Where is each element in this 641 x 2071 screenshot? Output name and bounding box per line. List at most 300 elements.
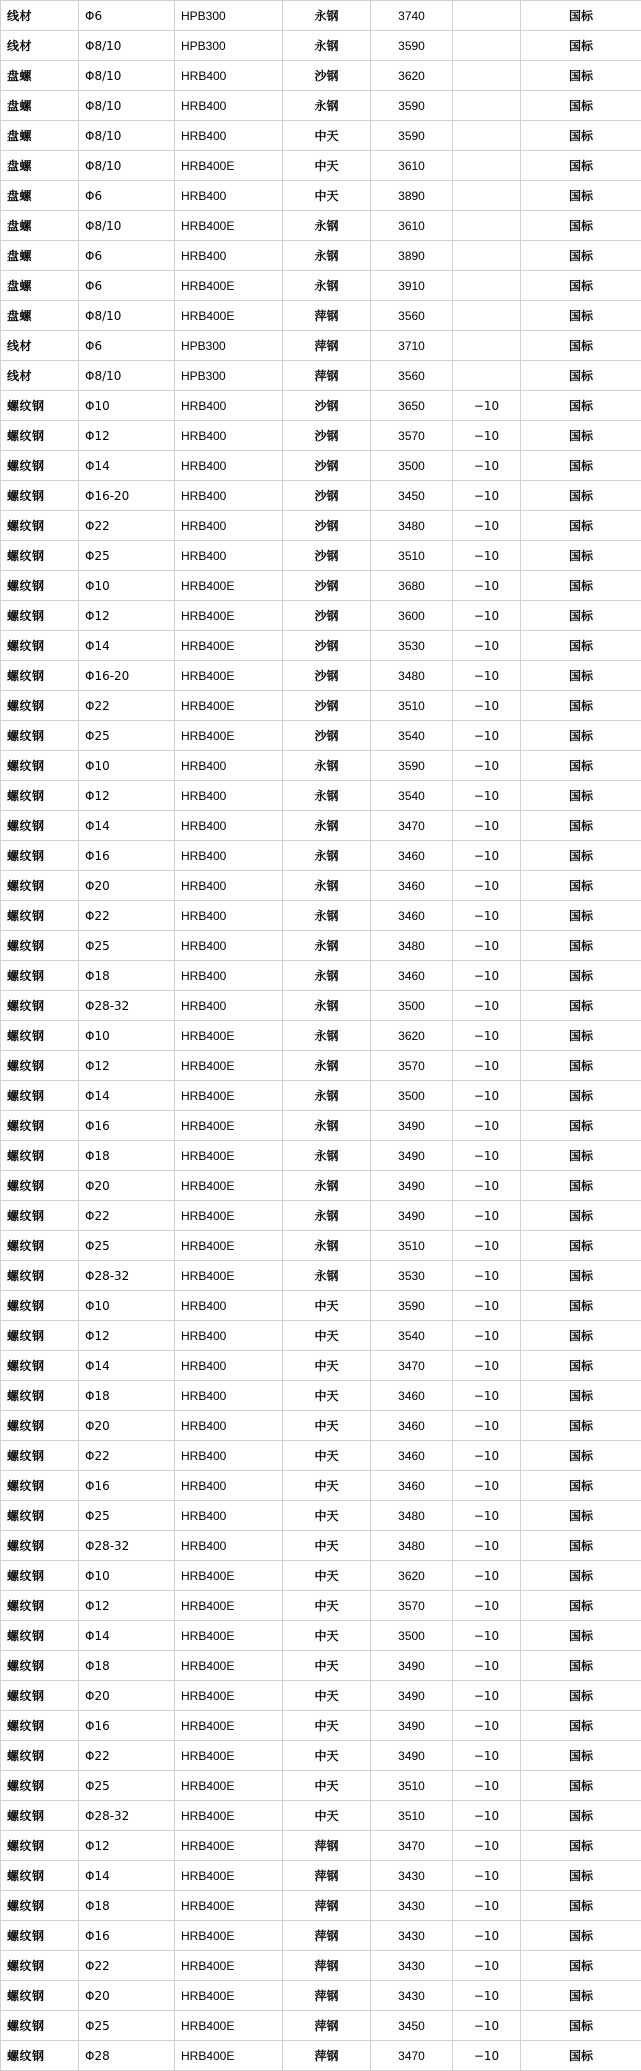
cell-price: 3570 [371,421,453,451]
cell-product: 螺纹钢 [1,1981,79,2011]
cell-spec: Φ12 [79,421,175,451]
cell-product: 螺纹钢 [1,1021,79,1051]
cell-price: 3740 [371,1,453,31]
cell-grade: HRB400 [175,871,283,901]
cell-price: 3590 [371,121,453,151]
cell-change: −10 [453,751,521,781]
cell-spec: Φ14 [79,811,175,841]
cell-product: 螺纹钢 [1,451,79,481]
cell-grade: HRB400E [175,151,283,181]
cell-product: 盘螺 [1,301,79,331]
cell-standard: 国标 [521,421,641,451]
table-row [1,961,641,991]
cell-price: 3430 [371,1861,453,1891]
cell-spec: Φ18 [79,961,175,991]
cell-standard: 国标 [521,1621,641,1651]
cell-product: 螺纹钢 [1,1381,79,1411]
cell-change: −10 [453,1231,521,1261]
cell-mill: 永钢 [283,1141,371,1171]
table-row [1,1111,641,1141]
cell-change: −10 [453,631,521,661]
cell-price: 3490 [371,1111,453,1141]
cell-standard: 国标 [521,1771,641,1801]
table-row [1,1051,641,1081]
cell-product: 盘螺 [1,271,79,301]
cell-spec: Φ16 [79,841,175,871]
cell-mill: 中天 [283,1381,371,1411]
cell-product: 螺纹钢 [1,991,79,1021]
cell-standard: 国标 [521,1021,641,1051]
cell-product: 螺纹钢 [1,601,79,631]
cell-change: −10 [453,1591,521,1621]
cell-mill: 永钢 [283,991,371,1021]
table-row [1,1441,641,1471]
cell-price: 3590 [371,751,453,781]
cell-product: 螺纹钢 [1,1291,79,1321]
cell-standard: 国标 [521,1651,641,1681]
cell-mill: 沙钢 [283,661,371,691]
cell-price: 3450 [371,2011,453,2041]
cell-standard: 国标 [521,1561,641,1591]
cell-price: 3500 [371,451,453,481]
cell-product: 螺纹钢 [1,931,79,961]
cell-grade: HRB400 [175,1321,283,1351]
cell-product: 螺纹钢 [1,1771,79,1801]
cell-price: 3680 [371,571,453,601]
cell-change [453,361,521,391]
cell-spec: Φ22 [79,511,175,541]
cell-mill: 萍钢 [283,1951,371,1981]
cell-product: 螺纹钢 [1,1051,79,1081]
cell-price: 3490 [371,1141,453,1171]
cell-standard: 国标 [521,721,641,751]
cell-grade: HRB400E [175,1801,283,1831]
cell-spec: Φ16 [79,1711,175,1741]
cell-mill: 永钢 [283,1201,371,1231]
cell-price: 3560 [371,361,453,391]
cell-spec: Φ10 [79,1021,175,1051]
cell-spec: Φ22 [79,1201,175,1231]
cell-product: 螺纹钢 [1,661,79,691]
cell-standard: 国标 [521,1,641,31]
cell-price: 3480 [371,511,453,541]
cell-mill: 中天 [283,1471,371,1501]
cell-product: 螺纹钢 [1,1651,79,1681]
cell-spec: Φ8/10 [79,211,175,241]
cell-mill: 永钢 [283,31,371,61]
cell-mill: 永钢 [283,211,371,241]
cell-product: 盘螺 [1,181,79,211]
cell-standard: 国标 [521,1801,641,1831]
cell-change: −10 [453,1291,521,1321]
cell-product: 线材 [1,331,79,361]
cell-grade: HRB400E [175,1951,283,1981]
cell-spec: Φ10 [79,571,175,601]
cell-grade: HRB400E [175,271,283,301]
cell-price: 3620 [371,1021,453,1051]
cell-grade: HRB400 [175,181,283,211]
cell-standard: 国标 [521,961,641,991]
table-row [1,901,641,931]
cell-change: −10 [453,1351,521,1381]
cell-mill: 中天 [283,1441,371,1471]
cell-spec: Φ12 [79,781,175,811]
cell-price: 3510 [371,691,453,721]
cell-standard: 国标 [521,1441,641,1471]
cell-grade: HRB400E [175,571,283,601]
cell-mill: 永钢 [283,811,371,841]
cell-product: 螺纹钢 [1,1711,79,1741]
cell-standard: 国标 [521,1081,641,1111]
cell-price: 3470 [371,2041,453,2071]
cell-standard: 国标 [521,1891,641,1921]
cell-spec: Φ25 [79,721,175,751]
cell-change: −10 [453,1321,521,1351]
cell-product: 螺纹钢 [1,1351,79,1381]
cell-mill: 永钢 [283,241,371,271]
cell-change: −10 [453,1801,521,1831]
cell-change: −10 [453,871,521,901]
cell-mill: 萍钢 [283,331,371,361]
cell-mill: 永钢 [283,961,371,991]
cell-change: −10 [453,811,521,841]
cell-price: 3540 [371,721,453,751]
cell-price: 3460 [371,871,453,901]
cell-standard: 国标 [521,1681,641,1711]
cell-mill: 中天 [283,1711,371,1741]
cell-mill: 沙钢 [283,421,371,451]
cell-product: 螺纹钢 [1,481,79,511]
cell-mill: 沙钢 [283,391,371,421]
cell-mill: 中天 [283,1741,371,1771]
cell-spec: Φ12 [79,1321,175,1351]
cell-standard: 国标 [521,1921,641,1951]
cell-standard: 国标 [521,181,641,211]
cell-mill: 沙钢 [283,721,371,751]
cell-product: 螺纹钢 [1,1951,79,1981]
cell-price: 3480 [371,661,453,691]
cell-grade: HPB300 [175,1,283,31]
cell-grade: HRB400 [175,121,283,151]
cell-spec: Φ22 [79,1951,175,1981]
cell-product: 螺纹钢 [1,871,79,901]
cell-grade: HRB400 [175,481,283,511]
cell-price: 3590 [371,1291,453,1321]
cell-price: 3510 [371,541,453,571]
cell-change: −10 [453,2041,521,2071]
cell-standard: 国标 [521,571,641,601]
cell-mill: 中天 [283,1291,371,1321]
cell-change: −10 [453,1111,521,1141]
cell-price: 3460 [371,1471,453,1501]
table-row [1,121,641,151]
cell-mill: 中天 [283,121,371,151]
cell-standard: 国标 [521,151,641,181]
cell-price: 3490 [371,1681,453,1711]
cell-spec: Φ14 [79,1861,175,1891]
cell-grade: HRB400E [175,1591,283,1621]
table-row [1,1711,641,1741]
cell-mill: 萍钢 [283,1981,371,2011]
cell-product: 螺纹钢 [1,1111,79,1141]
cell-price: 3650 [371,391,453,421]
cell-change [453,1,521,31]
table-row [1,241,641,271]
cell-standard: 国标 [521,1501,641,1531]
cell-grade: HRB400E [175,1081,283,1111]
cell-change: −10 [453,841,521,871]
cell-mill: 永钢 [283,931,371,961]
cell-change [453,91,521,121]
cell-price: 3890 [371,181,453,211]
cell-spec: Φ14 [79,1351,175,1381]
cell-spec: Φ8/10 [79,31,175,61]
cell-standard: 国标 [521,1741,641,1771]
cell-change [453,331,521,361]
table-row [1,361,641,391]
cell-standard: 国标 [521,811,641,841]
cell-grade: HRB400 [175,961,283,991]
table-row [1,1231,641,1261]
cell-price: 3590 [371,31,453,61]
cell-product: 螺纹钢 [1,1261,79,1291]
table-row [1,1831,641,1861]
cell-mill: 永钢 [283,1081,371,1111]
cell-grade: HRB400 [175,1381,283,1411]
table-row [1,1471,641,1501]
table-row [1,1411,641,1441]
cell-grade: HRB400E [175,1111,283,1141]
table-row [1,271,641,301]
cell-change: −10 [453,481,521,511]
cell-spec: Φ28 [79,2041,175,2071]
cell-spec: Φ20 [79,1171,175,1201]
table-row [1,31,641,61]
table-row [1,1351,641,1381]
cell-product: 螺纹钢 [1,1321,79,1351]
cell-product: 螺纹钢 [1,1531,79,1561]
cell-price: 3570 [371,1051,453,1081]
cell-mill: 萍钢 [283,1831,371,1861]
cell-product: 螺纹钢 [1,511,79,541]
cell-standard: 国标 [521,1591,641,1621]
cell-change: −10 [453,511,521,541]
table-row [1,1771,641,1801]
cell-grade: HRB400 [175,931,283,961]
cell-spec: Φ14 [79,1621,175,1651]
cell-price: 3910 [371,271,453,301]
table-row [1,931,641,961]
cell-product: 螺纹钢 [1,1441,79,1471]
cell-change [453,271,521,301]
cell-spec: Φ25 [79,2011,175,2041]
cell-grade: HRB400 [175,511,283,541]
cell-standard: 国标 [521,691,641,721]
cell-grade: HRB400E [175,1681,283,1711]
cell-change: −10 [453,1951,521,1981]
table-row [1,1921,641,1951]
cell-standard: 国标 [521,61,641,91]
cell-mill: 中天 [283,1351,371,1381]
cell-product: 螺纹钢 [1,1411,79,1441]
cell-spec: Φ28-32 [79,1261,175,1291]
cell-grade: HPB300 [175,361,283,391]
cell-product: 螺纹钢 [1,1561,79,1591]
cell-grade: HRB400 [175,841,283,871]
table-row [1,541,641,571]
cell-product: 螺纹钢 [1,1501,79,1531]
cell-mill: 沙钢 [283,691,371,721]
cell-product: 螺纹钢 [1,421,79,451]
cell-product: 盘螺 [1,211,79,241]
cell-standard: 国标 [521,1111,641,1141]
cell-standard: 国标 [521,2041,641,2071]
cell-spec: Φ10 [79,1291,175,1321]
cell-product: 盘螺 [1,121,79,151]
cell-price: 3480 [371,931,453,961]
cell-mill: 中天 [283,1591,371,1621]
cell-change [453,151,521,181]
cell-price: 3500 [371,991,453,1021]
cell-grade: HRB400E [175,1651,283,1681]
cell-grade: HRB400E [175,1621,283,1651]
cell-spec: Φ22 [79,901,175,931]
cell-standard: 国标 [521,661,641,691]
cell-price: 3430 [371,1981,453,2011]
cell-spec: Φ16-20 [79,661,175,691]
cell-change: −10 [453,1651,521,1681]
table-row [1,1,641,31]
cell-product: 螺纹钢 [1,1621,79,1651]
cell-grade: HRB400 [175,1291,283,1321]
cell-mill: 中天 [283,1771,371,1801]
cell-spec: Φ6 [79,241,175,271]
cell-price: 3500 [371,1621,453,1651]
cell-standard: 国标 [521,121,641,151]
cell-spec: Φ18 [79,1141,175,1171]
cell-standard: 国标 [521,781,641,811]
table-row [1,391,641,421]
table-row [1,751,641,781]
table-row [1,181,641,211]
cell-spec: Φ25 [79,1501,175,1531]
cell-grade: HRB400E [175,1861,283,1891]
cell-mill: 沙钢 [283,481,371,511]
cell-mill: 中天 [283,151,371,181]
cell-grade: HRB400E [175,1171,283,1201]
cell-grade: HRB400 [175,811,283,841]
cell-mill: 永钢 [283,841,371,871]
cell-product: 螺纹钢 [1,751,79,781]
cell-standard: 国标 [521,1831,641,1861]
cell-change: −10 [453,421,521,451]
cell-price: 3570 [371,1591,453,1621]
cell-mill: 永钢 [283,271,371,301]
cell-product: 螺纹钢 [1,541,79,571]
table-row [1,1591,641,1621]
cell-standard: 国标 [521,31,641,61]
cell-spec: Φ10 [79,1561,175,1591]
table-row [1,1141,641,1171]
table-row [1,1021,641,1051]
cell-grade: HRB400 [175,781,283,811]
cell-spec: Φ14 [79,451,175,481]
cell-grade: HRB400 [175,1501,283,1531]
table-row [1,781,641,811]
cell-mill: 永钢 [283,1171,371,1201]
table-row [1,1081,641,1111]
cell-change: −10 [453,1891,521,1921]
cell-mill: 永钢 [283,1231,371,1261]
table-row [1,631,641,661]
cell-standard: 国标 [521,1381,641,1411]
cell-mill: 沙钢 [283,511,371,541]
table-row [1,1681,641,1711]
cell-product: 螺纹钢 [1,1741,79,1771]
cell-change: −10 [453,1471,521,1501]
cell-standard: 国标 [521,241,641,271]
cell-standard: 国标 [521,541,641,571]
cell-spec: Φ28-32 [79,1801,175,1831]
cell-mill: 中天 [283,1531,371,1561]
cell-spec: Φ22 [79,1741,175,1771]
cell-price: 3620 [371,61,453,91]
cell-standard: 国标 [521,1291,641,1321]
table-row [1,1171,641,1201]
cell-spec: Φ14 [79,1081,175,1111]
cell-mill: 萍钢 [283,2011,371,2041]
cell-mill: 永钢 [283,751,371,781]
cell-mill: 永钢 [283,1051,371,1081]
cell-change: −10 [453,1441,521,1471]
cell-spec: Φ12 [79,1051,175,1081]
cell-grade: HRB400 [175,451,283,481]
table-row [1,1561,641,1591]
cell-grade: HRB400 [175,1411,283,1441]
cell-price: 3430 [371,1891,453,1921]
cell-product: 线材 [1,31,79,61]
table-row [1,211,641,241]
cell-product: 螺纹钢 [1,1171,79,1201]
cell-standard: 国标 [521,1261,641,1291]
cell-price: 3530 [371,1261,453,1291]
cell-spec: Φ18 [79,1651,175,1681]
cell-grade: HRB400 [175,1531,283,1561]
cell-price: 3450 [371,481,453,511]
cell-grade: HRB400 [175,391,283,421]
cell-standard: 国标 [521,91,641,121]
cell-product: 螺纹钢 [1,841,79,871]
cell-price: 3490 [371,1741,453,1771]
cell-price: 3490 [371,1651,453,1681]
cell-standard: 国标 [521,331,641,361]
cell-price: 3460 [371,1381,453,1411]
cell-product: 盘螺 [1,91,79,121]
cell-grade: HRB400E [175,1231,283,1261]
cell-spec: Φ18 [79,1891,175,1921]
cell-spec: Φ20 [79,1681,175,1711]
cell-grade: HRB400E [175,2011,283,2041]
cell-change: −10 [453,901,521,931]
cell-price: 3470 [371,1831,453,1861]
cell-price: 3460 [371,841,453,871]
cell-mill: 沙钢 [283,451,371,481]
cell-standard: 国标 [521,1321,641,1351]
cell-price: 3460 [371,1441,453,1471]
table-row [1,1861,641,1891]
cell-standard: 国标 [521,931,641,961]
cell-price: 3460 [371,1411,453,1441]
